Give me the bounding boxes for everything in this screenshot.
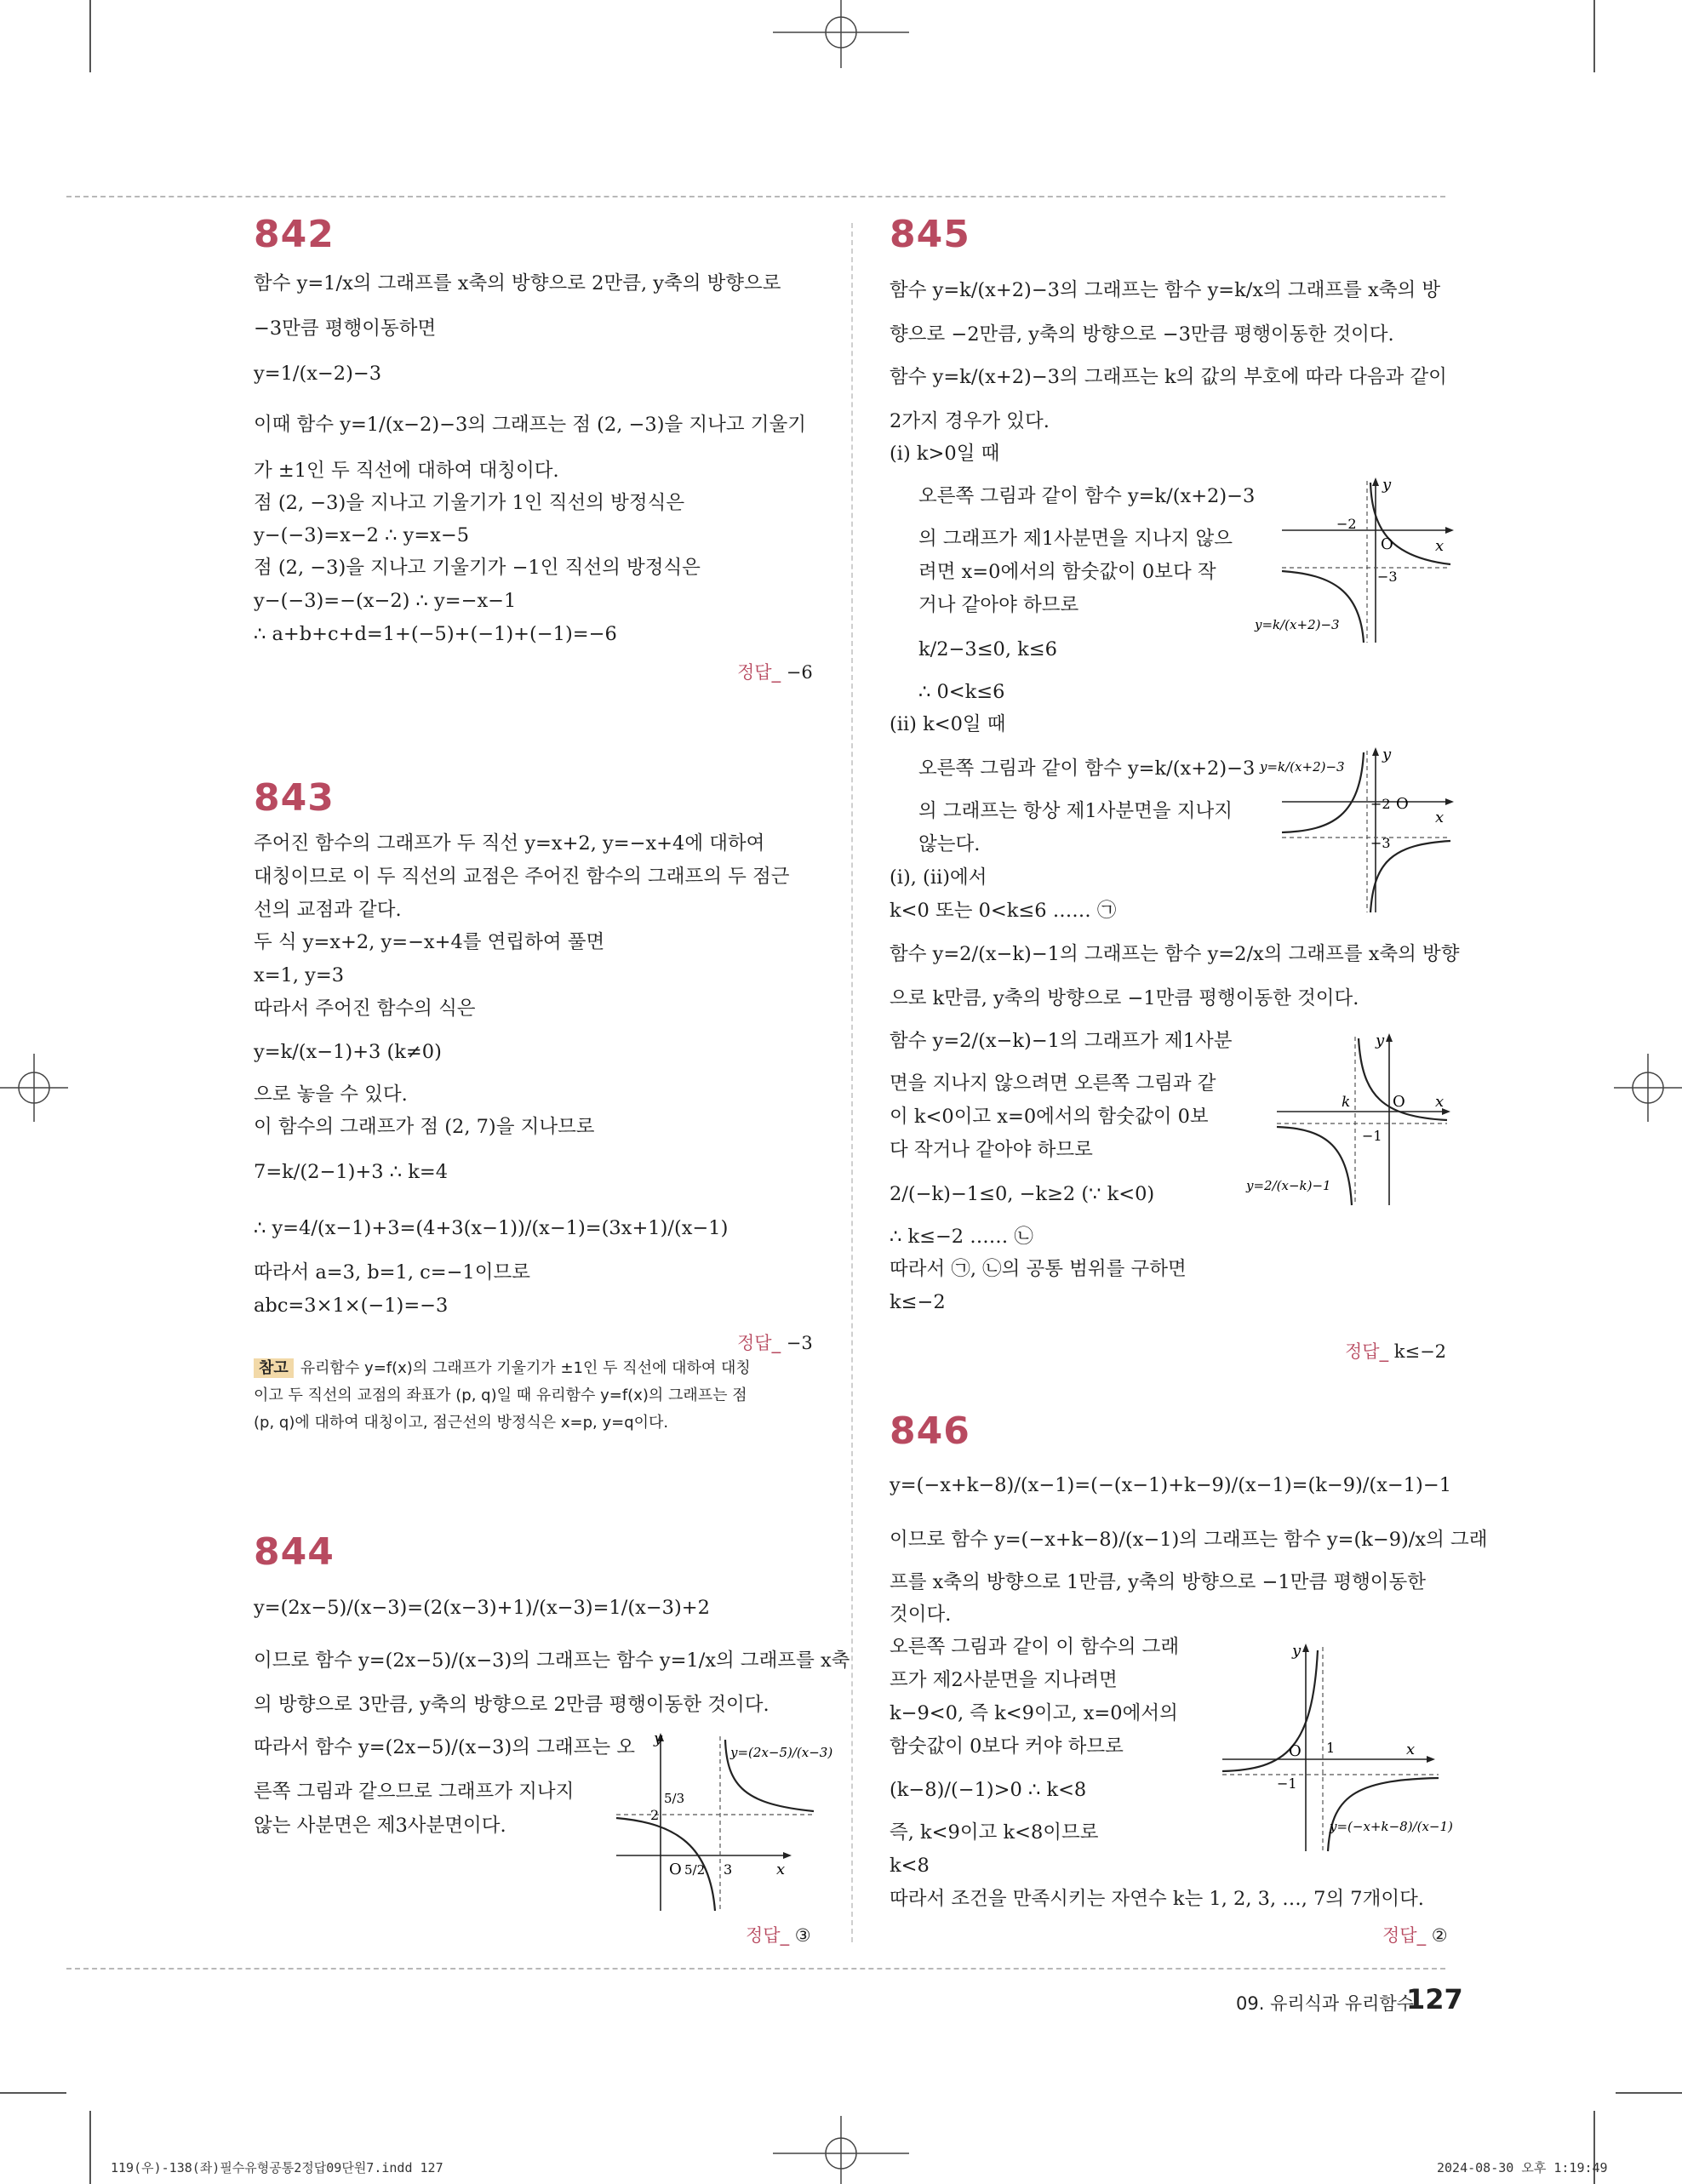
asymptote-x-label: −2 — [1370, 796, 1391, 812]
solution-line: 따라서 주어진 함수의 식은 — [254, 998, 476, 1020]
solution-line: 2가지 경우가 있다. — [890, 410, 1050, 432]
asymptote-y-label: −1 — [1277, 1775, 1297, 1792]
solution-line: ∴ k≤−2 …… ㉡ — [890, 1226, 1033, 1248]
solution-line: 따라서 조건을 만족시키는 자연수 k는 1, 2, 3, …, 7의 7개이다. — [890, 1888, 1424, 1910]
axis-label-x: x — [776, 1861, 786, 1878]
solution-line: 거나 같아야 하므로 — [918, 594, 1079, 616]
answer-label: 정답_ — [737, 662, 781, 683]
solution-line: y=(−x+k−8)/(x−1)=(−(x−1)+k−9)/(x−1)=(k−9)/(x−1)−1 — [890, 1474, 1452, 1496]
top-divider — [66, 196, 1445, 197]
page-number: 127 — [1406, 1983, 1463, 2015]
solution-line: ∴ a+b+c+d=1+(−5)+(−1)+(−1)=−6 — [254, 623, 617, 645]
solution-line: 의 그래프가 제1사분면을 지나지 않으 — [918, 528, 1233, 550]
answer-label: 정답_ — [746, 1925, 790, 1946]
axis-label-x: x — [1435, 1093, 1445, 1111]
solution-line: x=1, y=3 — [254, 964, 345, 986]
solution-line: 대칭이므로 이 두 직선의 교점은 주어진 함수의 그래프의 두 점근 — [254, 866, 790, 888]
solution-line: 오른쪽 그림과 같이 함수 y=k/(x+2)−3 — [918, 758, 1256, 780]
solution-line: 함수 y=k/(x+2)−3의 그래프는 함수 y=k/x의 그래프를 x축의 방 — [890, 279, 1441, 301]
solution-line: y−(−3)=−(x−2) ∴ y=−x−1 — [254, 590, 517, 612]
solution-line: 함수 y=1/x의 그래프를 x축의 방향으로 2만큼, y축의 방향으로 — [254, 272, 781, 294]
print-timestamp: 2024-08-30 오후 1:19:49 — [1437, 2160, 1608, 2175]
solution-line: 려면 x=0에서의 함숫값이 0보다 작 — [918, 561, 1216, 583]
file-slug: 119(우)-138(좌)필수유형공통2정답09단원7.indd 127 — [111, 2160, 443, 2175]
axis-label-x: x — [1435, 809, 1445, 826]
solution-line: 2/(−k)−1≤0, −k≥2 (∵ k<0) — [890, 1183, 1155, 1205]
solution-line: 함수 y=k/(x+2)−3의 그래프는 k의 값의 부호에 따라 다음과 같이 — [890, 366, 1447, 388]
axis-label-y: y — [1382, 746, 1392, 763]
registration-mark-left — [0, 1054, 68, 1122]
solution-line: 으로 놓을 수 있다. — [254, 1083, 408, 1106]
axis-label-y: y — [1292, 1642, 1302, 1660]
solution-line: 것이다. — [890, 1604, 952, 1626]
solution-line: 따라서 ㉠, ㉡의 공통 범위를 구하면 — [890, 1258, 1187, 1280]
column-divider — [851, 223, 853, 1942]
solution-line: (k−8)/(−1)>0 ∴ k<8 — [890, 1779, 1087, 1801]
solution-line: 점 (2, −3)을 지나고 기울기가 1인 직선의 방정식은 — [254, 492, 685, 514]
solution-line: k≤−2 — [890, 1291, 946, 1313]
answer-845 — [1345, 1338, 1446, 1364]
answer-value: −6 — [786, 662, 813, 683]
solution-line: −3만큼 평행이동하면 — [254, 317, 437, 340]
solution-line: 선의 교점과 같다. — [254, 899, 402, 921]
asymptote-x-label: 1 — [1326, 1740, 1336, 1756]
origin-label: O — [1289, 1742, 1302, 1760]
axis-label-y: y — [1382, 476, 1392, 494]
solution-line: 따라서 a=3, b=1, c=−1이므로 — [254, 1261, 530, 1284]
problem-number-844: 844 — [254, 1530, 335, 1574]
solution-line: 프를 x축의 방향으로 1만큼, y축의 방향으로 −1만큼 평행이동한 — [890, 1571, 1427, 1593]
note-line: 이고 두 직선의 교점의 좌표가 (p, q)일 때 유리함수 y=f(x)의 그래프는 점 — [254, 1386, 747, 1404]
solution-line: 두 식 y=x+2, y=−x+4를 연립하여 풀면 — [254, 931, 605, 953]
answer-value: ② — [1431, 1925, 1448, 1946]
solution-line: (ⅰ), (ⅱ)에서 — [890, 866, 987, 889]
curve-label: y=2/(x−k)−1 — [1246, 1178, 1331, 1193]
asymptote-y-label: −3 — [1370, 835, 1391, 851]
solution-line: 따라서 함수 y=(2x−5)/(x−3)의 그래프는 오 — [254, 1736, 635, 1758]
solution-line: 이때 함수 y=1/(x−2)−3의 그래프는 점 (2, −3)을 지나고 기울기 — [254, 414, 806, 436]
solution-line: k/2−3≤0, k≤6 — [918, 638, 1057, 660]
solution-line: 프가 제2사분면을 지나려면 — [890, 1669, 1118, 1691]
solution-line: ∴ 0<k≤6 — [918, 681, 1005, 703]
curve-label: y=k/(x+2)−3 — [1255, 617, 1340, 632]
solution-line: 른쪽 그림과 같으므로 그래프가 지나지 — [254, 1781, 575, 1803]
answer-844 — [746, 1922, 811, 1947]
solution-line: 면을 지나지 않으려면 오른쪽 그림과 같 — [890, 1072, 1216, 1095]
solution-line: 으로 k만큼, y축의 방향으로 −1만큼 평행이동한 것이다. — [890, 987, 1359, 1009]
solution-line: y−(−3)=x−2 ∴ y=x−5 — [254, 524, 470, 546]
asymptote-x-label: k — [1342, 1094, 1351, 1111]
solution-line: k−9<0, 즉 k<9이고, x=0에서의 — [890, 1702, 1178, 1724]
answer-label: 정답_ — [1345, 1341, 1389, 1362]
axis-label-y: y — [654, 1729, 663, 1747]
solution-line: y=k/(x−1)+3 (k≠0) — [254, 1041, 442, 1063]
solution-line: 함수 y=2/(x−k)−1의 그래프는 함수 y=2/x의 그래프를 x축의 방향 — [890, 943, 1460, 965]
answer-value: ③ — [794, 1925, 811, 1946]
solution-line: 향으로 −2만큼, y축의 방향으로 −3만큼 평행이동한 것이다. — [890, 323, 1394, 346]
answer-843 — [737, 1329, 813, 1355]
solution-line: (ⅱ) k<0일 때 — [890, 713, 1006, 735]
origin-label: O — [1393, 1093, 1405, 1111]
axis-label-x: x — [1435, 537, 1445, 555]
note-line: (p, q)에 대하여 대칭이고, 점근선의 방정식은 x=p, y=q이다. — [254, 1414, 669, 1432]
graph-844 — [609, 1728, 833, 1915]
solution-line: 않는 사분면은 제3사분면이다. — [254, 1815, 506, 1837]
origin-label: O — [1381, 535, 1393, 553]
chapter-title: 09. 유리식과 유리함수 — [1236, 1993, 1415, 2014]
solution-line: 오른쪽 그림과 같이 이 함수의 그래 — [890, 1636, 1180, 1658]
answer-value: −3 — [786, 1333, 813, 1353]
reference-note-843 — [254, 1355, 815, 1437]
graph-845-case2 — [1256, 742, 1461, 912]
problem-number-846: 846 — [890, 1409, 970, 1453]
solution-line: 이 k<0이고 x=0에서의 함숫값이 0보 — [890, 1106, 1209, 1128]
solution-line: y=1/(x−2)−3 — [254, 363, 382, 385]
answer-value: k≤−2 — [1393, 1341, 1447, 1362]
solution-line: 이므로 함수 y=(2x−5)/(x−3)의 그래프는 함수 y=1/x의 그래프를 x축 — [254, 1649, 850, 1672]
solution-line: y=(2x−5)/(x−3)=(2(x−3)+1)/(x−3)=1/(x−3)+2 — [254, 1597, 710, 1619]
graph-845-case1 — [1256, 472, 1461, 643]
solution-line: k<8 — [890, 1855, 930, 1877]
registration-mark-bottom — [773, 2116, 909, 2184]
axis-label-y: y — [1376, 1032, 1385, 1049]
solution-line: 이 함수의 그래프가 점 (2, 7)을 지나므로 — [254, 1116, 595, 1138]
curve-label: y=(−x+k−8)/(x−1) — [1330, 1819, 1453, 1834]
bottom-divider — [66, 1968, 1445, 1970]
registration-mark-top — [773, 0, 909, 68]
solution-line: 않는다. — [918, 833, 981, 855]
solution-line: 이므로 함수 y=(−x+k−8)/(x−1)의 그래프는 함수 y=(k−9)/x의 그래 — [890, 1529, 1488, 1551]
problem-number-843: 843 — [254, 776, 335, 820]
solution-line: abc=3×1×(−1)=−3 — [254, 1295, 449, 1317]
problem-number-845: 845 — [890, 213, 970, 256]
solution-line: 점 (2, −3)을 지나고 기울기가 −1인 직선의 방정식은 — [254, 557, 701, 579]
curve-label: y=(2x−5)/(x−3) — [730, 1745, 833, 1760]
asymptote-y-label: −3 — [1377, 569, 1398, 585]
note-line: 유리함수 y=f(x)의 그래프가 기울기가 ±1인 두 직선에 대하여 대칭 — [300, 1359, 751, 1377]
graph-845-case3 — [1243, 1028, 1461, 1207]
graph-846 — [1217, 1638, 1456, 1860]
solution-line: 주어진 함수의 그래프가 두 직선 y=x+2, y=−x+4에 대하여 — [254, 832, 765, 855]
solution-line: 가 ±1인 두 직선에 대하여 대칭이다. — [254, 460, 559, 482]
solution-line: 다 작거나 같아야 하므로 — [890, 1139, 1093, 1161]
solution-line: 오른쪽 그림과 같이 함수 y=k/(x+2)−3 — [918, 485, 1256, 507]
asymptote-x-label: −2 — [1336, 516, 1357, 532]
asymptote-y-label: −1 — [1362, 1128, 1382, 1144]
answer-846 — [1382, 1922, 1448, 1947]
problem-number-842: 842 — [254, 213, 335, 256]
solution-line: 의 방향으로 3만큼, y축의 방향으로 2만큼 평행이동한 것이다. — [254, 1694, 769, 1716]
note-tag: 참고 — [254, 1358, 294, 1378]
solution-line: ∴ y=4/(x−1)+3=(4+3(x−1))/(x−1)=(3x+1)/(x−1) — [254, 1217, 729, 1239]
answer-label: 정답_ — [1382, 1925, 1427, 1946]
curve-label: y=k/(x+2)−3 — [1260, 759, 1345, 775]
solution-line: 의 그래프는 항상 제1사분면을 지나지 — [918, 800, 1233, 822]
solution-line: 7=k/(2−1)+3 ∴ k=4 — [254, 1161, 449, 1183]
y-intercept-label: 5/3 — [664, 1791, 685, 1806]
origin-label: O — [669, 1861, 682, 1878]
registration-mark-right — [1614, 1054, 1682, 1122]
solution-line: (ⅰ) k>0일 때 — [890, 443, 1000, 465]
solution-line: k<0 또는 0<k≤6 …… ㉠ — [890, 900, 1117, 922]
asymptote-x-label: 3 — [724, 1861, 733, 1878]
asymptote-y-label: 2 — [650, 1807, 660, 1823]
origin-label: O — [1396, 795, 1409, 813]
answer-label: 정답_ — [737, 1333, 781, 1353]
solution-line: 함수 y=2/(x−k)−1의 그래프가 제1사분 — [890, 1030, 1233, 1052]
axis-label-x: x — [1406, 1741, 1416, 1758]
answer-842 — [737, 659, 813, 684]
x-intercept-label: 5/2 — [684, 1862, 706, 1878]
solution-line: 즉, k<9이고 k<8이므로 — [890, 1821, 1099, 1844]
solution-line: 함숫값이 0보다 커야 하므로 — [890, 1735, 1124, 1758]
